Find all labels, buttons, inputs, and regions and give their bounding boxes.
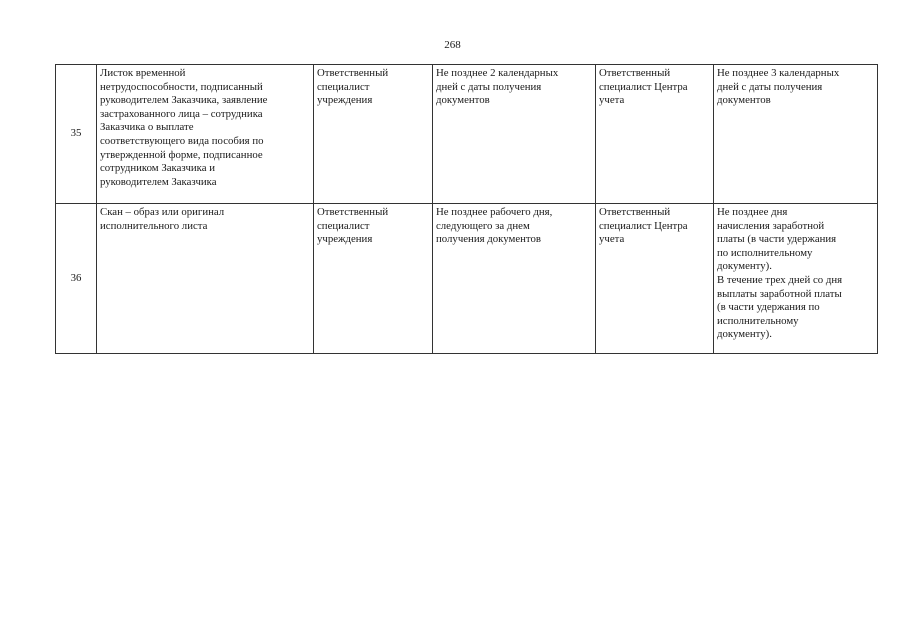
cell-text-line: получения документов bbox=[436, 233, 541, 246]
submitter-cell bbox=[314, 65, 433, 204]
document-table bbox=[55, 64, 878, 354]
cell-text-line: руководителем Заказчика, заявление bbox=[100, 94, 268, 107]
cell-text-line: Не позднее 3 календарных bbox=[717, 67, 840, 79]
receiver-cell bbox=[596, 65, 714, 204]
cell-text-line: по исполнительному bbox=[717, 246, 813, 259]
cell-text-line: специалист bbox=[317, 80, 370, 93]
cell-text-line: Не позднее дня bbox=[717, 206, 788, 218]
cell-text-line: (в части удержания по bbox=[717, 301, 820, 314]
cell-text-line: В течение трех дней со дня bbox=[717, 273, 843, 286]
page-number: 268 bbox=[444, 39, 461, 51]
table-row bbox=[56, 204, 878, 354]
cell-text-line: учета bbox=[599, 94, 625, 107]
cell-text-line: учреждения bbox=[317, 94, 373, 107]
cell-text-line: документов bbox=[436, 94, 490, 107]
submit-deadline-cell bbox=[433, 65, 596, 204]
cell-text-line: Не позднее рабочего дня, bbox=[436, 206, 553, 218]
row-number-cell: 35 bbox=[56, 65, 97, 204]
cell-text-line: документу). bbox=[717, 328, 772, 341]
cell-text-line: специалист Центра bbox=[599, 80, 688, 93]
cell-text-line: соответствующего вида пособия по bbox=[100, 134, 264, 147]
cell-text-line: Ответственный bbox=[599, 67, 671, 79]
cell-text-line: Скан – образ или оригинал bbox=[100, 206, 225, 218]
row-number-cell: 36 bbox=[56, 204, 97, 354]
cell-text-line: Не позднее 2 календарных bbox=[436, 67, 559, 79]
process-deadline-cell bbox=[714, 65, 878, 204]
cell-text-line: Заказчика о выплате bbox=[100, 121, 194, 134]
cell-text-line: Ответственный bbox=[317, 206, 389, 218]
cell-text-line: платы (в части удержания bbox=[717, 233, 837, 246]
process-deadline-cell bbox=[714, 204, 878, 354]
cell-text-line: специалист bbox=[317, 219, 370, 232]
cell-text-line: исполнительному bbox=[717, 314, 799, 327]
cell-text-line: учета bbox=[599, 233, 625, 246]
cell-text-line: документов bbox=[717, 94, 771, 107]
cell-text-line: нетрудоспособности, подписанный bbox=[100, 80, 263, 93]
cell-text-line: дней с даты получения bbox=[717, 80, 823, 93]
cell-text-line: утвержденной форме, подписанное bbox=[100, 148, 263, 161]
cell-text-line: учреждения bbox=[317, 233, 373, 246]
cell-text-line: выплаты заработной платы bbox=[717, 287, 842, 300]
cell-text-line: дней с даты получения bbox=[436, 80, 542, 93]
cell-text-line: застрахованного лица – сотрудника bbox=[100, 107, 263, 120]
cell-text-line: исполнительного листа bbox=[100, 219, 208, 232]
document-cell bbox=[97, 204, 314, 354]
cell-text-line: следующего за днем bbox=[436, 219, 530, 232]
cell-text-line: Листок временной bbox=[100, 67, 186, 79]
cell-text-line: Ответственный bbox=[599, 206, 671, 218]
cell-text-line: Ответственный bbox=[317, 67, 389, 79]
cell-text-line: руководителем Заказчика bbox=[100, 175, 217, 188]
cell-text-line: специалист Центра bbox=[599, 219, 688, 232]
submitter-cell bbox=[314, 204, 433, 354]
cell-text-line: документу). bbox=[717, 260, 772, 273]
receiver-cell bbox=[596, 204, 714, 354]
cell-text-line: начисления заработной bbox=[717, 219, 825, 232]
cell-text-line: сотрудником Заказчика и bbox=[100, 162, 216, 175]
table-row bbox=[56, 65, 878, 204]
submit-deadline-cell bbox=[433, 204, 596, 354]
document-cell bbox=[97, 65, 314, 204]
